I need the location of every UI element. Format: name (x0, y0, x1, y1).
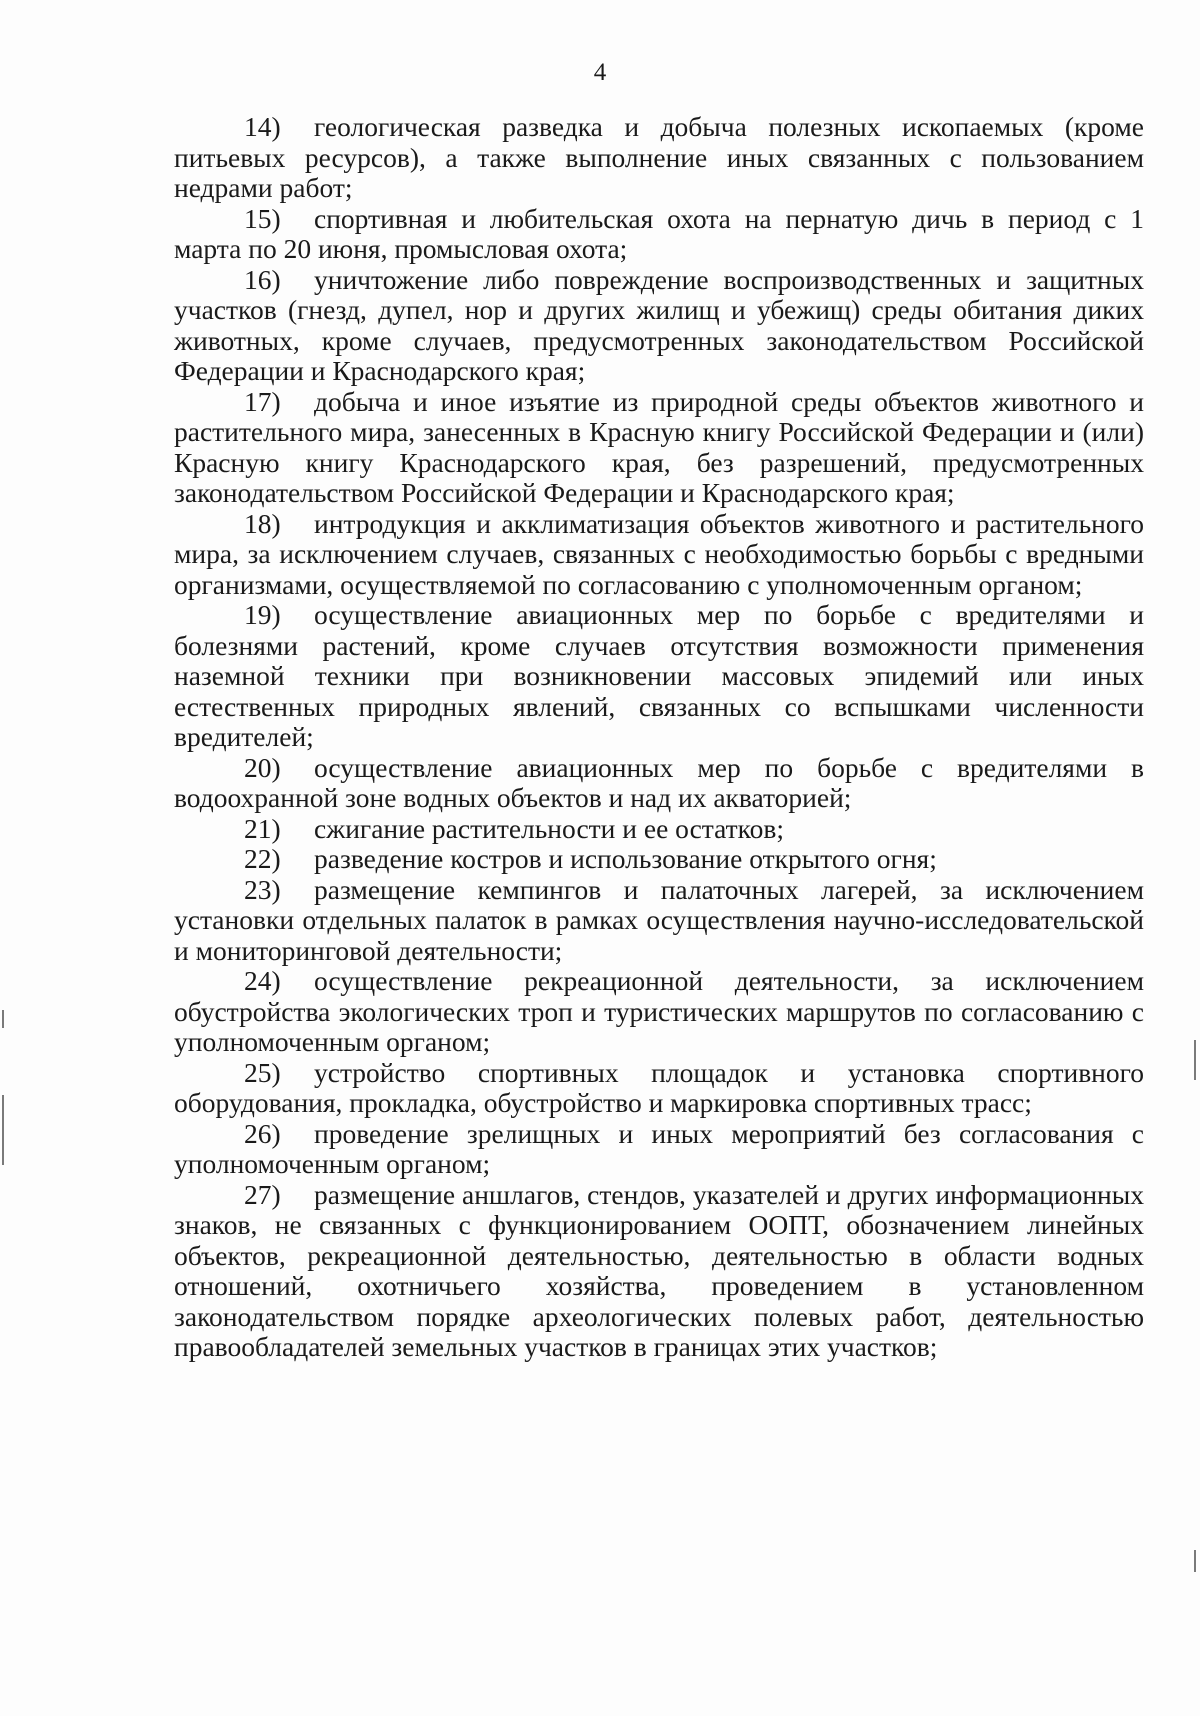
list-item (174, 1180, 1144, 1363)
item-text: добыча и иное изъятие из природной среды объектов животного и растительного мира, занесенных в Красную книгу Российской Федерации и (или) Красную книгу Краснодарского края, без разрешений, предусмотренных законодательством Российской Федерации и Краснодарского края; (174, 385, 1144, 508)
list-item (174, 509, 1144, 601)
item-text: размещение кемпингов и палаточных лагерей, за исключением установки отдельных палаток в рамках осуществления научно-исследовательской и мониторинговой деятельности; (174, 873, 1144, 966)
list-item (174, 204, 1144, 265)
list-item (174, 875, 1144, 967)
list-item (174, 814, 1144, 845)
item-text: проведение зрелищных и иных мероприятий без согласования с уполномоченным органом; (174, 1117, 1144, 1179)
item-number: 26) (244, 1117, 281, 1149)
item-number: 24) (244, 965, 281, 996)
item-number: 23) (244, 873, 281, 905)
list-item (174, 265, 1144, 387)
item-number: 14) (244, 111, 281, 142)
item-text: осуществление авиационных мер по борьбе с вредителями и болезнями растений, кроме случаев отсутствия возможности применения наземной техники при возникновении массовых эпидемий или иных естественных природных явлений, связанных со вспышками численности вредителей; (174, 599, 1144, 752)
item-text: уничтожение либо повреждение воспроизводственных и защитных участков (гнезд, дупел, нор и других жилищ и убежищ) среды обитания диких животных, кроме случаев, предусмотренных законодательством Российской Федерации и Краснодарского края; (174, 263, 1144, 386)
item-number: 21) (244, 812, 281, 844)
list-item (174, 753, 1144, 814)
item-text: интродукция и акклиматизация объектов животного и растительного мира, за исключением случаев, связанных с необходимостью борьбы с вредными организмами, осуществляемой по согласованию с уполномоченным органом; (174, 507, 1144, 600)
item-number: 25) (244, 1056, 281, 1088)
list-item (174, 1119, 1144, 1180)
document-body (174, 112, 1144, 1363)
item-text: осуществление рекреационной деятельности, за исключением обустройства экологических троп и туристических маршрутов по согласованию с уполномоченным органом; (174, 965, 1144, 1057)
list-item (174, 1058, 1144, 1119)
item-text: осуществление авиационных мер по борьбе с вредителями в водоохранной зоне водных объектов и над их акваторией; (174, 751, 1144, 813)
item-text: спортивная и любительская охота на пернатую дичь в период с 1 марта по 20 июня, промысловая охота; (174, 202, 1144, 264)
item-number: 16) (244, 263, 281, 295)
list-item (174, 387, 1144, 509)
scan-edge-mark (2, 1010, 4, 1028)
item-number: 15) (244, 202, 281, 234)
item-text: разведение костров и использование открытого огня; (314, 843, 937, 874)
item-text: размещение аншлагов, стендов, указателей и других информационных знаков, не связанных с функционированием ООПТ, обозначением линейных объектов, рекреационной деятельностью, деятельностью в области водных отношений, охотничьего хозяйства, проведением в установленном законодательством порядке археологических полевых работ, деятельностью правообладателей земельных участков в границах этих участков; (174, 1178, 1144, 1362)
page-number: 4 (593, 59, 607, 86)
list-item (174, 112, 1144, 204)
scan-edge-mark (1194, 1550, 1196, 1572)
item-number: 22) (244, 843, 281, 874)
item-text: сжигание растительности и ее остатков; (314, 812, 784, 844)
scan-edge-mark (2, 1095, 4, 1165)
item-text: устройство спортивных площадок и установка спортивного оборудования, прокладка, обустройство и маркировка спортивных трасс; (174, 1056, 1144, 1118)
scan-edge-mark (1194, 1040, 1196, 1080)
item-number: 20) (244, 751, 281, 783)
list-item (174, 966, 1144, 1058)
item-number: 18) (244, 507, 281, 539)
item-number: 27) (244, 1178, 281, 1210)
list-item (174, 600, 1144, 753)
item-number: 17) (244, 385, 281, 417)
item-text: геологическая разведка и добыча полезных ископаемых (кроме питьевых ресурсов), а также выполнение иных связанных с пользованием недрами работ; (174, 111, 1144, 203)
item-number: 19) (244, 599, 281, 630)
list-item (174, 844, 1144, 875)
